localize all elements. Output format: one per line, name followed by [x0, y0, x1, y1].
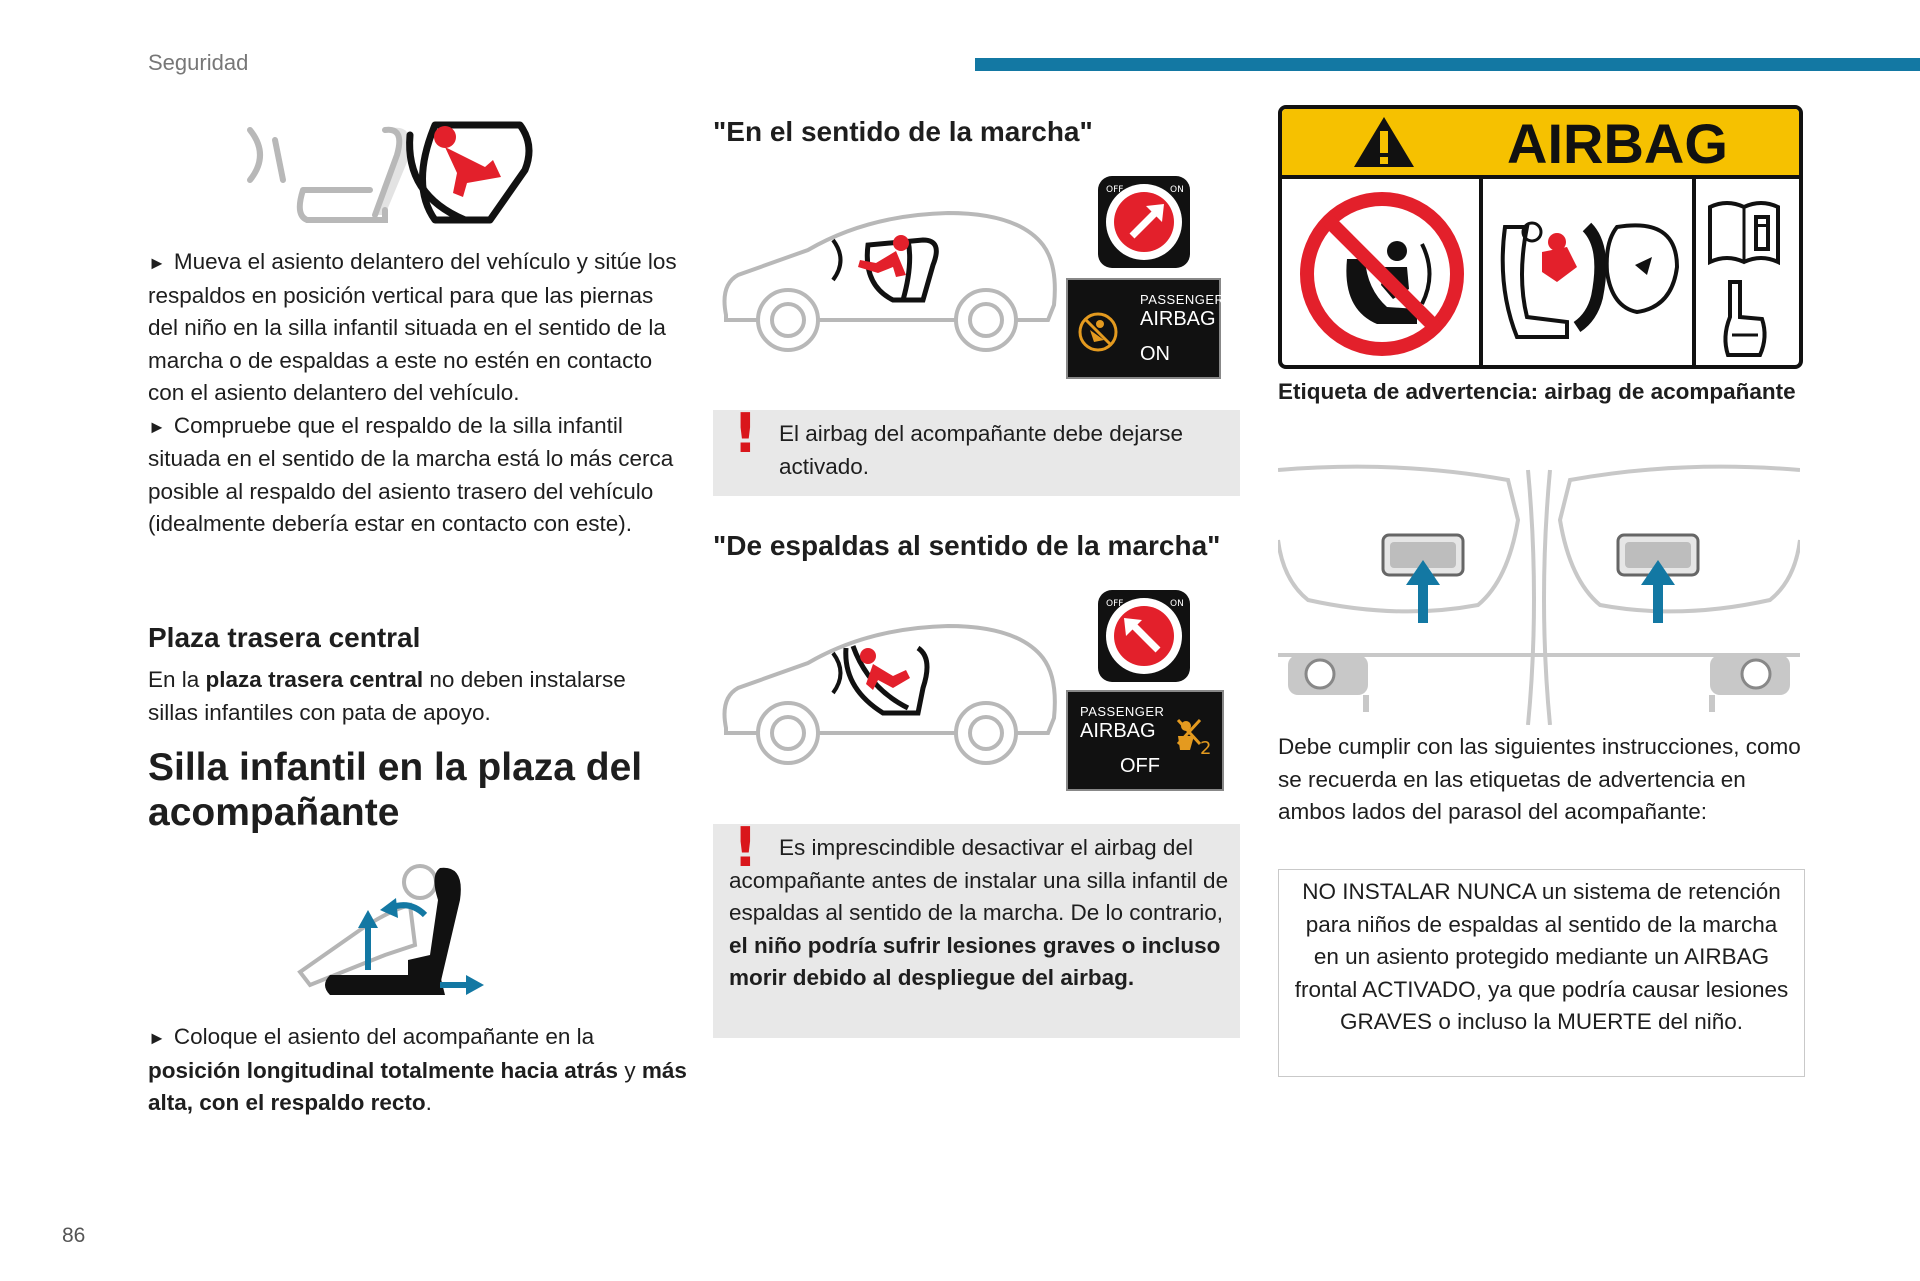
warning-exclamation-icon: ! — [733, 816, 758, 879]
car-forward-seat-illustration — [718, 205, 1063, 355]
passenger-seat-heading: Silla infantil en la plaza del acompañante — [148, 746, 643, 834]
forward-facing-heading: "En el sentido de la marcha" — [713, 116, 1093, 147]
forward-warning-box — [713, 402, 1240, 496]
header-accent-bar — [975, 58, 1920, 71]
rearward-facing-heading: "De espaldas al sentido de la marcha" — [713, 530, 1221, 561]
section-label: Seguridad — [148, 50, 249, 75]
svg-text:OFF: OFF — [1106, 599, 1124, 609]
airbag-label-header — [1282, 109, 1799, 179]
svg-text:ON: ON — [1170, 599, 1184, 609]
rearward-warning-box — [713, 816, 1240, 1038]
seat-position-illustration — [290, 860, 490, 1000]
seat-adjust-illustration — [235, 115, 545, 230]
indicator-passenger-label: PASSENGER — [1080, 704, 1165, 719]
page-number: 86 — [62, 1224, 86, 1247]
indicator-state-label: ON — [1140, 343, 1170, 365]
warning-exclamation-icon: ! — [733, 402, 758, 465]
rearward-warning-text: Es imprescindible desactivar el airbag del acompañante antes de instalar una silla infantil de espaldas al sentido de la marcha. De lo contrario, el niño podría sufrir lesiones graves o incluso morir debido al despliegue del airbag. — [729, 835, 1229, 990]
car-rearward-seat-illustration — [718, 618, 1063, 768]
instructions-text: Debe cumplir con las siguientes instrucciones, como se recuerda en las etiquetas de advertencia en ambos lados del parasol del acompañante: — [1278, 734, 1801, 824]
svg-text:ON: ON — [1170, 185, 1184, 195]
child-seat-crossed-icon — [1076, 310, 1120, 354]
rear-central-heading: Plaza trasera central — [148, 622, 421, 653]
warning-triangle-icon — [1352, 115, 1416, 169]
forward-warning-text: El airbag del acompañante debe dejarse activado. — [779, 421, 1184, 479]
airbag-label-title: AIRBAG — [1507, 112, 1728, 175]
indicator-passenger-label: PASSENGER — [1140, 292, 1225, 307]
seat-position-text: ► Coloque el asiento del acompañante en la posición longitudinal totalmente hacia atrás y más alta, con el respaldo recto. — [148, 1024, 687, 1115]
svg-text:OFF: OFF — [1106, 185, 1124, 195]
bullet-check-backrest: ► Compruebe que el respaldo de la silla infantil situada en el sentido de la marcha está lo más cerca posible al respaldo del asiento trasero del vehículo (idealmente debería estar en contacto con este). — [148, 412, 674, 536]
indicator-airbag-label: AIRBAG — [1140, 308, 1216, 330]
indicator-airbag-label: AIRBAG — [1080, 720, 1156, 742]
airbag-label-caption: Etiqueta de advertencia: airbag de acompañante — [1278, 379, 1796, 404]
airbag-warning-label — [1278, 105, 1803, 369]
airbag-deploy-icon — [1487, 187, 1687, 367]
no-rear-facing-seat-icon — [1297, 189, 1467, 359]
airbag-on-indicator — [1066, 278, 1225, 379]
airbag-switch-on-icon — [1098, 176, 1190, 268]
airbag-switch-off-icon — [1098, 590, 1190, 682]
read-manual-icon — [1702, 187, 1792, 367]
sun-visor-label-illustration — [1278, 460, 1800, 725]
column-1-text — [148, 246, 678, 541]
rear-central-text: En la plaza trasera central no deben instalarse sillas infantiles con pata de apoyo. — [148, 667, 626, 725]
airbag-off-symbol-icon — [1172, 714, 1218, 760]
svg-text:2: 2 — [1200, 738, 1212, 759]
bullet-move-seat: ► Mueva el asiento delantero del vehículo y sitúe los respaldos en posición vertical para que las piernas del niño en la silla infantil situada en el sentido de la marcha o de espaldas a este no estén en contacto con el asiento delantero del vehículo. — [148, 249, 677, 405]
airbag-off-indicator — [1066, 690, 1224, 791]
no-install-notice: NO INSTALAR NUNCA un sistema de retención para niños de espaldas al sentido de la marcha en un asiento protegido mediante un AIRBAG frontal ACTIVADO, ya que podría causar lesiones GRAVES o incluso la MUERTE del niño. — [1278, 869, 1805, 1077]
indicator-state-label: OFF — [1120, 755, 1160, 777]
